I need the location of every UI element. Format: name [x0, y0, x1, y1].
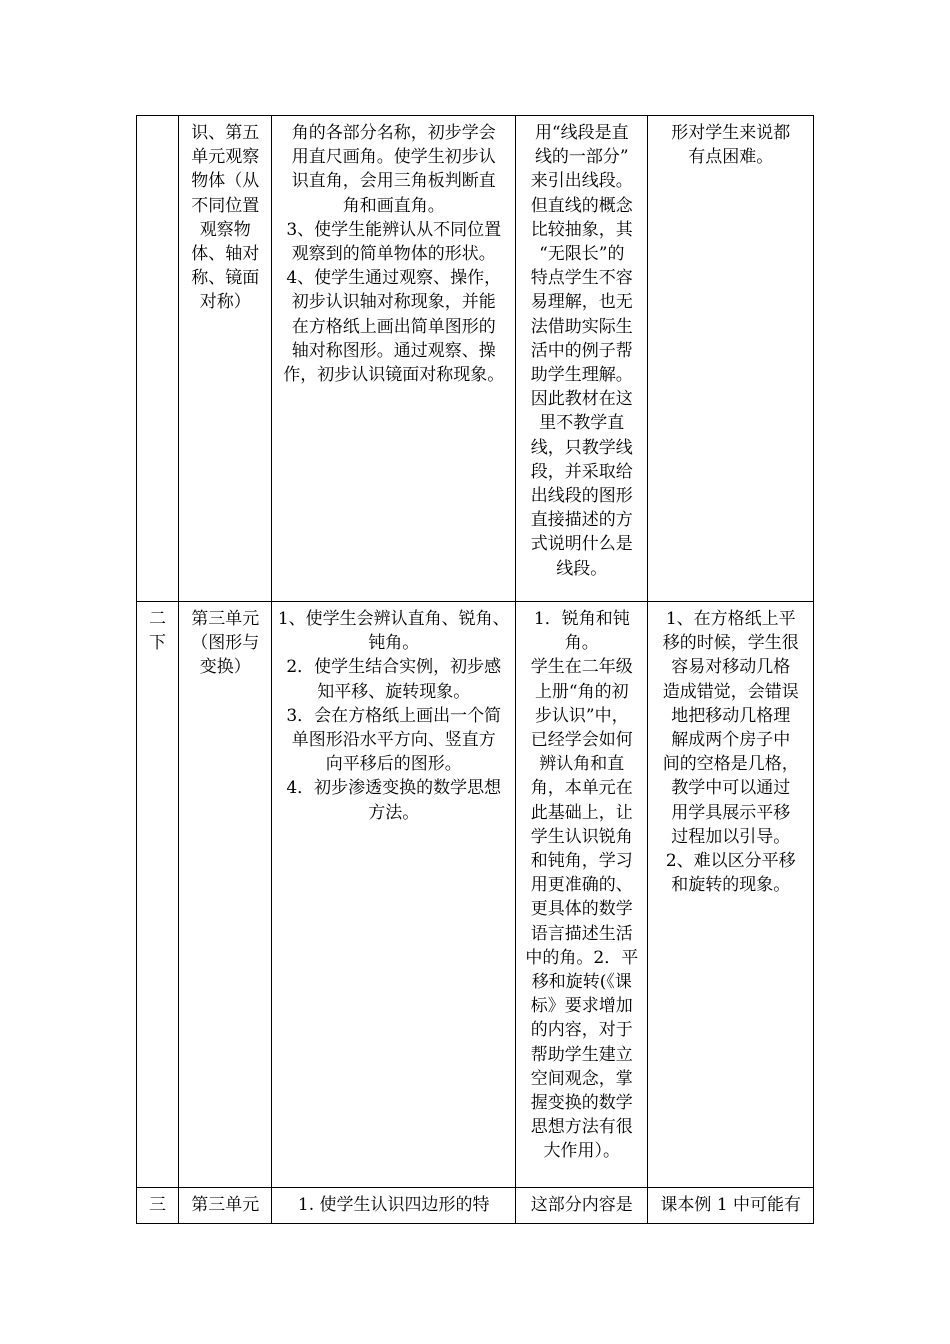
- cell-line: 用学具展示平移: [671, 802, 791, 823]
- cell-line: 作，初步认识镜面对称现象。: [283, 365, 505, 386]
- cell-line: 对称）: [199, 292, 251, 313]
- cell-line: 握变换的数学: [530, 1093, 633, 1114]
- cell-line: 体、轴对: [191, 244, 260, 265]
- cell-line: 来引出线段。: [530, 171, 633, 192]
- cell-line: 帮助学生建立: [530, 1044, 633, 1065]
- analysis-cell: [516, 116, 648, 602]
- cell-line: 段，并采取给: [530, 461, 633, 482]
- unit-cell: [179, 602, 272, 1188]
- unit-cell: [179, 116, 272, 602]
- cell-line: 单图形沿水平方向、竖直方: [291, 730, 496, 751]
- cell-line: 更具体的数学: [530, 899, 633, 920]
- cell-line: 知平移、旋转现象。: [317, 681, 471, 702]
- cell-line: 角的各部分名称，初步学会: [291, 123, 496, 143]
- cell-line: 有点困难。: [688, 147, 774, 168]
- cell-line: 造成错觉，会错误: [662, 681, 799, 702]
- table-row: [137, 602, 814, 1188]
- cell-line: 线段。: [556, 558, 608, 579]
- goals-cell: [272, 1188, 516, 1224]
- cell-line: 线，只教学线: [530, 437, 633, 458]
- cell-line: 1、使学生会辨认直角、锐角、: [277, 609, 510, 629]
- cell-line: 特点学生不容: [530, 268, 633, 289]
- cell-line: 学生在二年级: [530, 657, 633, 678]
- cell-line: 间的空格是几格，: [662, 754, 799, 775]
- cell-line: 地把移动几格理: [671, 705, 791, 726]
- cell-line: 初步认识轴对称现象，并能: [291, 292, 496, 313]
- cell-line: 教学中可以通过: [671, 778, 791, 799]
- cell-line: 在方格纸上画出简单图形的: [291, 316, 496, 337]
- cell-line: 的内容，对于: [530, 1020, 633, 1041]
- cell-line: 1. 使学生认识四边形的特: [297, 1195, 490, 1215]
- cell-line: 角，本单元在: [530, 778, 633, 799]
- cell-line: 中的角。2．平: [525, 947, 639, 968]
- cell-line: 上册“角的初: [534, 681, 629, 702]
- cell-line: 活中的例子帮: [530, 340, 633, 361]
- difficulty-cell: [648, 602, 814, 1188]
- goals-cell: [272, 116, 516, 602]
- cell-line: 和旋转的现象。: [671, 875, 791, 896]
- cell-line: 标》要求增加: [530, 996, 633, 1017]
- cell-line: 钝角。: [368, 633, 420, 654]
- cell-line: 比较抽象，其: [530, 219, 633, 240]
- cell-line: 易理解，也无: [530, 292, 633, 313]
- cell-line: 辨认角和直: [539, 754, 625, 775]
- cell-line: 角。: [564, 633, 599, 654]
- cell-line: 思想方法有很: [530, 1117, 633, 1138]
- cell-line: 空间观念，掌: [530, 1068, 633, 1089]
- difficulty-cell: [648, 116, 814, 602]
- cell-line: 步认识”中，: [534, 705, 629, 726]
- cell-line: 4、使学生通过观察、操作，: [286, 268, 502, 289]
- cell-line: 形对学生来说都: [671, 123, 791, 143]
- cell-line: 已经学会如何: [530, 730, 633, 751]
- cell-line: 3、使学生能辨认从不同位置: [286, 219, 502, 240]
- table-row: [137, 116, 814, 602]
- analysis-cell: [516, 1188, 648, 1224]
- cell-line: 4．初步渗透变换的数学思想: [286, 778, 502, 799]
- cell-line: 1、在方格纸上平: [665, 609, 796, 629]
- cell-line: 角和画直角。: [342, 195, 445, 216]
- cell-line: 识直角，会用三角板判断直: [291, 171, 496, 192]
- curriculum-table: [136, 115, 814, 1224]
- cell-line: 用直尺画角。使学生初步认: [291, 147, 496, 168]
- cell-line: 用更准确的、: [530, 875, 633, 896]
- cell-line: 法借助实际生: [530, 316, 633, 337]
- cell-line: 线的一部分”: [534, 147, 629, 168]
- cell-line: 但直线的概念: [530, 195, 633, 216]
- goals-cell: [272, 602, 516, 1188]
- cell-line: 单元观察: [191, 147, 260, 168]
- cell-line: 二: [149, 609, 167, 629]
- grade-cell: [137, 602, 179, 1188]
- cell-line: 3．会在方格纸上画出一个简: [286, 705, 502, 726]
- cell-line: 方法。: [368, 802, 420, 823]
- cell-line: 过程加以引导。: [671, 826, 791, 847]
- cell-line: 向平移后的图形。: [325, 754, 462, 775]
- cell-line: 课本例 1 中可能有: [660, 1195, 802, 1215]
- cell-line: 三: [149, 1195, 167, 1215]
- grade-cell: [137, 1188, 179, 1224]
- cell-line: 出线段的图形: [530, 486, 633, 507]
- cell-line: 2、难以区分平移: [665, 851, 796, 872]
- cell-line: 和钝角，学习: [530, 851, 633, 872]
- cell-line: 里不教学直: [539, 413, 625, 434]
- cell-line: 识、第五: [191, 123, 260, 143]
- cell-line: 第三单元: [191, 609, 260, 629]
- cell-line: 不同位置: [191, 195, 260, 216]
- cell-line: 这部分内容是: [530, 1195, 633, 1215]
- cell-line: 轴对称图形。通过观察、操: [291, 340, 496, 361]
- cell-line: 称、镜面: [191, 268, 260, 289]
- cell-line: 大作用）。: [543, 1141, 621, 1162]
- cell-line: 移和旋转(《课: [531, 972, 632, 993]
- difficulty-cell: [648, 1188, 814, 1224]
- cell-line: 2．使学生结合实例，初步感: [286, 657, 502, 678]
- cell-line: 第三单元: [191, 1195, 260, 1215]
- cell-line: （图形与: [191, 633, 260, 654]
- cell-line: 直接描述的方: [530, 510, 633, 531]
- cell-line: 助学生理解。: [530, 365, 633, 386]
- cell-line: 下: [149, 633, 167, 654]
- cell-line: 解成两个房子中: [671, 730, 791, 751]
- cell-line: 用“线段是直: [534, 123, 629, 143]
- cell-line: 语言描述生活: [530, 923, 633, 944]
- cell-line: 变换）: [199, 657, 251, 678]
- unit-cell: [179, 1188, 272, 1224]
- cell-line: 1．锐角和钝: [533, 609, 630, 629]
- cell-line: 观察到的简单物体的形状。: [291, 244, 496, 265]
- cell-line: 观察物: [199, 219, 251, 240]
- cell-line: 移的时候，学生很: [662, 633, 799, 654]
- cell-line: 因此教材在这: [530, 389, 633, 410]
- cell-line: 此基础上，让: [530, 802, 633, 823]
- cell-line: 学生认识锐角: [530, 826, 633, 847]
- analysis-cell: [516, 602, 648, 1188]
- cell-line: “无限长”的: [539, 244, 625, 265]
- cell-line: 式说明什么是: [530, 534, 633, 555]
- cell-line: 物体（从: [191, 171, 260, 192]
- grade-cell: [137, 116, 179, 602]
- table-row: [137, 1188, 814, 1224]
- cell-line: 容易对移动几格: [671, 657, 791, 678]
